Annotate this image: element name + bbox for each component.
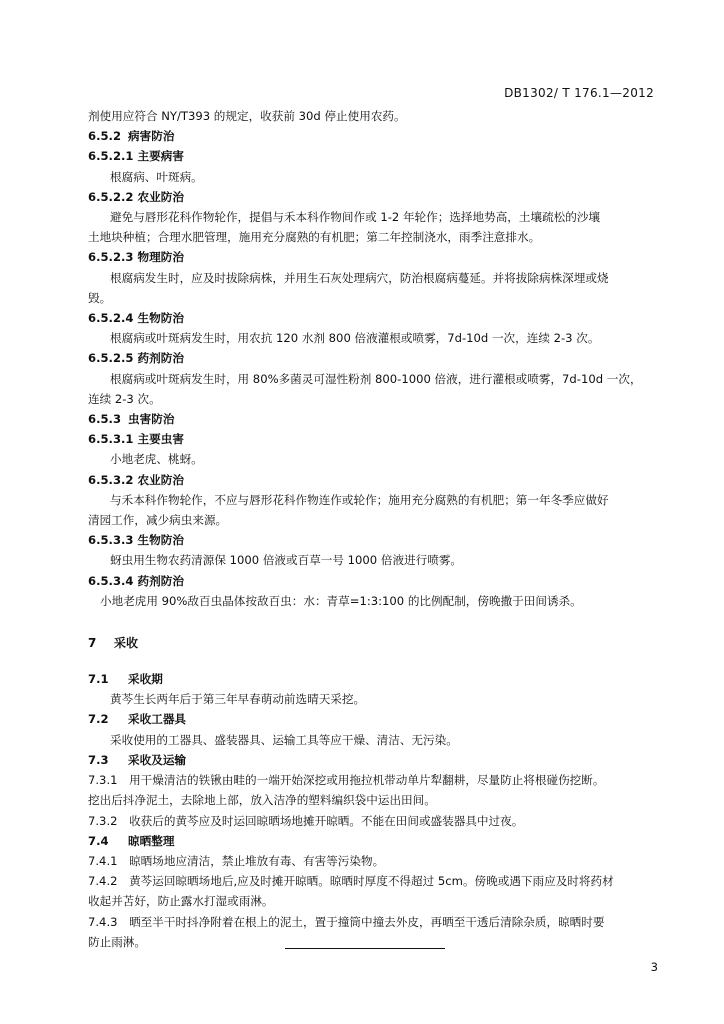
subsection-heading: 6.5.2.1 主要病害 <box>88 149 184 164</box>
section-heading: 7.1 采收期 <box>88 672 163 687</box>
paragraph-line: 7.3.2 收获后的黄芩应及时运回晾晒场地摊开晾晒。不能在田间或盛装器具中过夜。 <box>88 813 524 828</box>
footer-rule <box>285 948 445 949</box>
subsection-heading: 6.5.3.1 主要虫害 <box>88 432 184 447</box>
subsection-heading: 6.5.3.3 生物防治 <box>88 533 184 548</box>
paragraph-line: 7.4.1 晾晒场地应清洁，禁止堆放有毒、有害等污染物。 <box>88 853 385 868</box>
paragraph-line: 剂使用应符合 NY/T393 的规定，收获前 30d 停止使用农药。 <box>88 109 406 123</box>
subsection-heading: 6.5.2.5 药剂防治 <box>88 351 184 366</box>
paragraph-line: 黄芩生长两年后于第三年早春萌动前选晴天采挖。 <box>110 692 366 707</box>
paragraph-line: 根腐病或叶斑病发生时，用 80%多菌灵可湿性粉剂 800-1000 倍液，进行灌根或喷雾，7d-10d 一次， <box>110 371 642 386</box>
paragraph-line: 毁。 <box>88 290 112 305</box>
paragraph-line: 蚜虫用生物农药清源保 1000 倍液或百草一号 1000 倍液进行喷雾。 <box>110 553 463 568</box>
paragraph-line: 7.3.1 用干燥清洁的铁锹由畦的一端开始深挖或用拖拉机带动单片犁翻耕，尽量防止将根碰伤挖断。 <box>88 773 605 788</box>
subsection-heading: 6.5.3.4 药剂防治 <box>88 573 184 588</box>
document-code: DB1302/ T 176.1—2012 <box>504 86 654 100</box>
subsection-heading: 6.5.3.2 农业防治 <box>88 472 184 487</box>
paragraph-line: 连续 2-3 次。 <box>88 391 161 406</box>
paragraph-line: 防止雨淋。 <box>88 934 146 949</box>
section-heading: 6.5.3 虫害防治 <box>88 412 175 427</box>
section-heading: 6.5.2 病害防治 <box>88 129 175 144</box>
subsection-heading: 6.5.2.4 生物防治 <box>88 311 184 326</box>
paragraph-line: 根腐病、叶斑病。 <box>110 169 203 184</box>
page-number: 3 <box>650 960 658 974</box>
paragraph-line: 收起并苫好，防止露水打湿或雨淋。 <box>88 894 274 909</box>
paragraph-line: 采收使用的工器具、盛装器具、运输工具等应干燥、清洁、无污染。 <box>110 732 458 747</box>
paragraph-line: 避免与唇形花科作物轮作，提倡与禾本科作物间作或 1-2 年轮作；选择地势高，土壤疏松的沙壤 <box>110 210 601 225</box>
subsection-heading: 6.5.2.2 农业防治 <box>88 189 184 204</box>
chapter-heading: 7 采收 <box>88 636 139 651</box>
section-heading: 7.2 采收工器具 <box>88 712 187 727</box>
paragraph-line: 小地老虎用 90%敌百虫晶体按敌百虫：水：青草=1:3:100 的比例配制，傍晚撒于田间诱杀。 <box>100 593 582 608</box>
paragraph-line: 小地老虎、桃蚜。 <box>110 452 203 467</box>
subsection-heading: 6.5.2.3 物理防治 <box>88 250 184 265</box>
paragraph-line: 7.4.3 晒至半干时抖净附着在根上的泥土，置于撞筒中撞去外皮，再晒至干透后清除杂质，晾晒时要 <box>88 914 605 929</box>
paragraph-line: 7.4.2 黄芩运回晾晒场地后,应及时摊开晾晒。晾晒时厚度不得超过 5cm。傍晚或遇下雨应及时将药材 <box>88 874 614 889</box>
paragraph-line: 根腐病发生时，应及时拔除病株，并用生石灰处理病穴，防治根腐病蔓延。并将拔除病株深埋或烧 <box>110 270 609 285</box>
section-heading: 7.3 采收及运输 <box>88 752 187 767</box>
document-body <box>88 106 660 952</box>
paragraph-line: 清园工作，减少病虫来源。 <box>88 513 228 528</box>
paragraph-line: 土地块种植；合理水肥管理，施用充分腐熟的有机肥；第二年控制浇水，雨季注意排水。 <box>88 230 541 245</box>
paragraph-line: 挖出后抖净泥土，去除地上部，放入洁净的塑料编织袋中运出田间。 <box>88 793 436 808</box>
section-heading: 7.4 晾晒整理 <box>88 833 175 848</box>
paragraph-line: 与禾本科作物轮作，不应与唇形花科作物连作或轮作；施用充分腐熟的有机肥；第一年冬季应做好 <box>110 492 609 507</box>
paragraph-line: 根腐病或叶斑病发生时，用农抗 120 水剂 800 倍液灌根或喷雾，7d-10d 一次，连续 2-3 次。 <box>110 331 600 346</box>
